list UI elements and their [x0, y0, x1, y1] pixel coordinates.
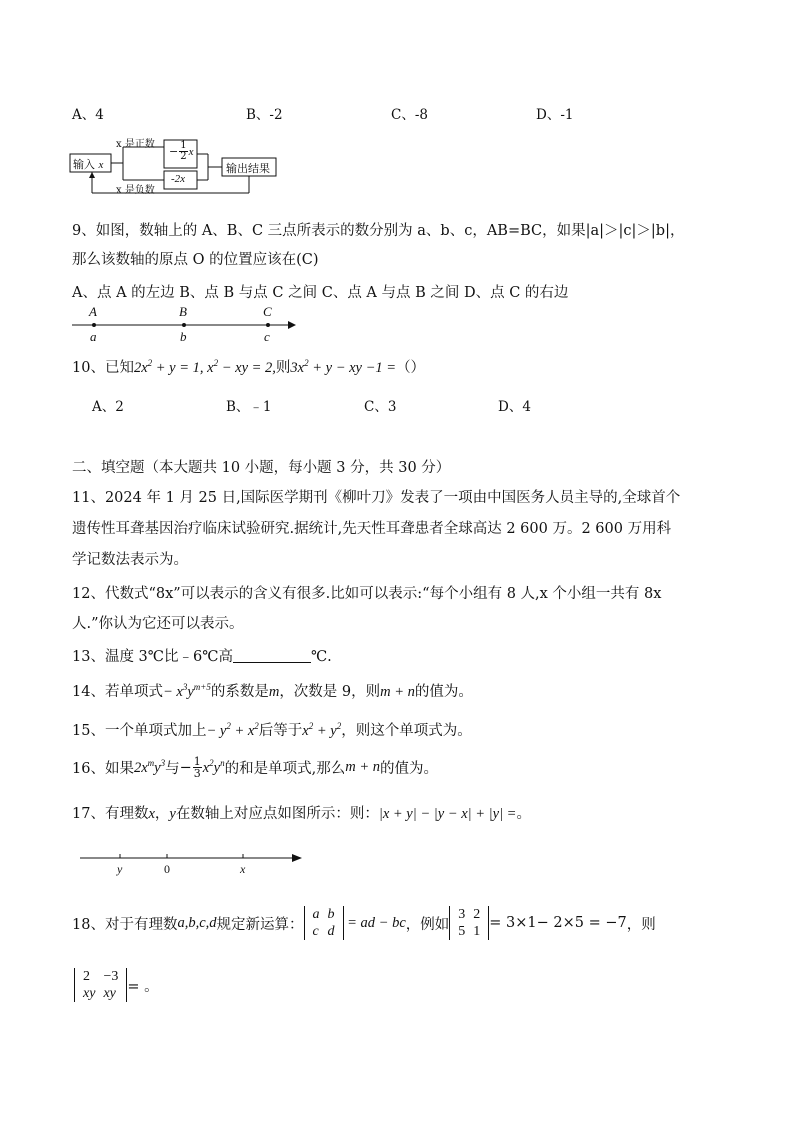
q18-final-suffix: = 。 — [127, 978, 159, 995]
q10-option-b: B、﹣1 — [226, 399, 272, 415]
q18-line: 18、对于有理数 a,b,c,d 规定新运算： a b c d = ad − bc ，例如 3 2 5 1 = 3×1− 2×5 = −7 ，则 — [72, 907, 656, 939]
q18-example-result: = 3×1− 2×5 = −7 — [489, 915, 627, 931]
q9-value-c: c — [264, 329, 270, 344]
q11-line1: 11、2024 年 1 月 25 日,国际医学期刊《柳叶刀》发表了一项由中国医务人员主导的,全球首个 — [72, 490, 681, 506]
q12-line1: 12、代数式“8x”可以表示的含义有很多.比如可以表示:“每个小组有 8 人,x 个小组一共有 8x — [72, 586, 662, 602]
q9-options: A、点 A 的左边 B、点 B 与点 C 之间 C、点 A 与点 B 之间 D、点 C 的右边 — [72, 285, 569, 301]
flowchart-negative-label: x 是负数 — [116, 185, 155, 196]
q14-middle2: ，次数是 9，则 — [279, 684, 381, 700]
q15-line: 15、一个单项式加上− $y^2 + x^2$后等于$x^2 + y^2$，则这个单项式为。 — [72, 721, 472, 739]
q13-prefix: 13、温度 3℃比﹣6℃高 — [72, 649, 233, 665]
q16-middle: 与 — [165, 761, 180, 777]
q17-prefix: 17、有理数 — [72, 806, 149, 822]
q14-suffix: 的值为。 — [414, 684, 473, 700]
q10-option-a: A、2 — [92, 399, 124, 415]
flowchart-positive-label: x 是正数 — [116, 139, 155, 150]
q12-line2: 人.”你认为它还可以表示。 — [72, 616, 244, 632]
q9-point-a: A — [89, 304, 97, 319]
q11-line2: 遗传性耳聋基因治疗临床试验研究.据统计,先天性耳聋患者全球高达 2 600 万。2 600 万用科 — [72, 521, 672, 537]
q10-option-c: C、3 — [364, 399, 397, 415]
q17-suffix: 。 — [516, 806, 531, 822]
q8-option-b: B、-2 — [246, 107, 283, 123]
q11-line3: 学记数法表示为。 — [72, 552, 188, 568]
q18-det-definition: a b c d — [304, 906, 344, 940]
q18-middle2: ，例如 — [405, 916, 450, 933]
flowchart — [68, 134, 278, 196]
q18-vars: a,b,c,d — [177, 914, 217, 931]
input-var: x — [98, 159, 104, 171]
q14-line: 14、若单项式− $x^3y^{m+5}$的系数是m，次数是 9，则m + n的值为。 — [72, 682, 473, 700]
q16-middle2: 的和是单项式,那么 — [224, 761, 346, 777]
q9-point-b: B — [179, 304, 187, 319]
flowchart-top-box: − $\frac{1}{2}$ x — [169, 140, 194, 162]
q17-label-zero: 0 — [164, 862, 170, 876]
q9-value-b: b — [180, 329, 187, 344]
q10-line: 10、已知$2x^2 + y = 1$, $x^2$ − xy = 2,则$3x^2 + y$ − xy −1 =（） — [72, 358, 426, 376]
q17-label-y: y — [117, 862, 123, 876]
section-2-heading: 二、填空题（本大题共 10 小题，每小题 3 分，共 30 分） — [72, 460, 451, 476]
q15-middle: 后等于 — [258, 723, 303, 739]
box-top-var: x — [188, 145, 194, 158]
q13-blank — [233, 650, 311, 663]
q8-option-c: C、-8 — [391, 107, 428, 123]
q15-prefix: 15、一个单项式加上 — [72, 723, 207, 739]
q9-number-line — [70, 304, 300, 346]
q16-suffix: 的值为。 — [379, 761, 438, 777]
q9-line1: 9、如图，数轴上的 A、B、C 三点所表示的数分别为 a、b、c，AB=BC，如果|a|＞|c|＞|b|， — [72, 223, 685, 239]
q10-prefix: 10、已知 — [72, 360, 134, 376]
q17-label-x: x — [240, 862, 246, 876]
q17-axis — [78, 848, 308, 880]
q18-det-question: 2 −3 xy xy — [74, 968, 127, 1002]
flowchart-output: 输出结果 — [226, 162, 270, 175]
q9-point-c: C — [263, 304, 272, 319]
flowchart-bottom-box: -2x — [171, 173, 186, 185]
flowchart-input — [73, 156, 103, 172]
q13-line — [72, 645, 332, 666]
q16-prefix: 16、如果 — [72, 761, 134, 777]
q8-option-a: A、4 — [72, 107, 104, 123]
q18-prefix: 18、对于有理数 — [72, 916, 178, 933]
q14-middle: 的系数是 — [210, 684, 269, 700]
q18-middle: 规定新运算： — [216, 916, 304, 933]
q14-prefix: 14、若单项式 — [72, 684, 163, 700]
q10-option-d: D、4 — [498, 399, 531, 415]
q17-line: 17、有理数x，y在数轴上对应点如图所示：则：|x + y| − |y − x| + |y| =。 — [72, 806, 531, 822]
input-label: 输入 — [73, 158, 95, 171]
q17-number-line — [78, 848, 308, 880]
q10-tail: （） — [396, 360, 426, 376]
q18-answer-line — [74, 968, 159, 1002]
q13-suffix: ℃. — [310, 649, 332, 665]
q15-suffix: ，则这个单项式为。 — [341, 723, 472, 739]
q9-line2: 那么该数轴的原点 O 的位置应该在(C) — [72, 252, 319, 268]
q18-det-example: 3 2 5 1 — [449, 906, 489, 940]
q17-middle: 在数轴上对应点如图所示：则： — [175, 806, 379, 822]
q8-option-d: D、-1 — [536, 107, 574, 123]
q16-line: 16、如果 $2x^my^3$ 与 − $\frac{1}{3}$ $x^2y^n$ 的和是单项式,那么 m + n 的值为。 — [72, 755, 438, 780]
q18-suffix: ，则 — [626, 916, 656, 933]
q9-value-a: a — [90, 329, 97, 344]
